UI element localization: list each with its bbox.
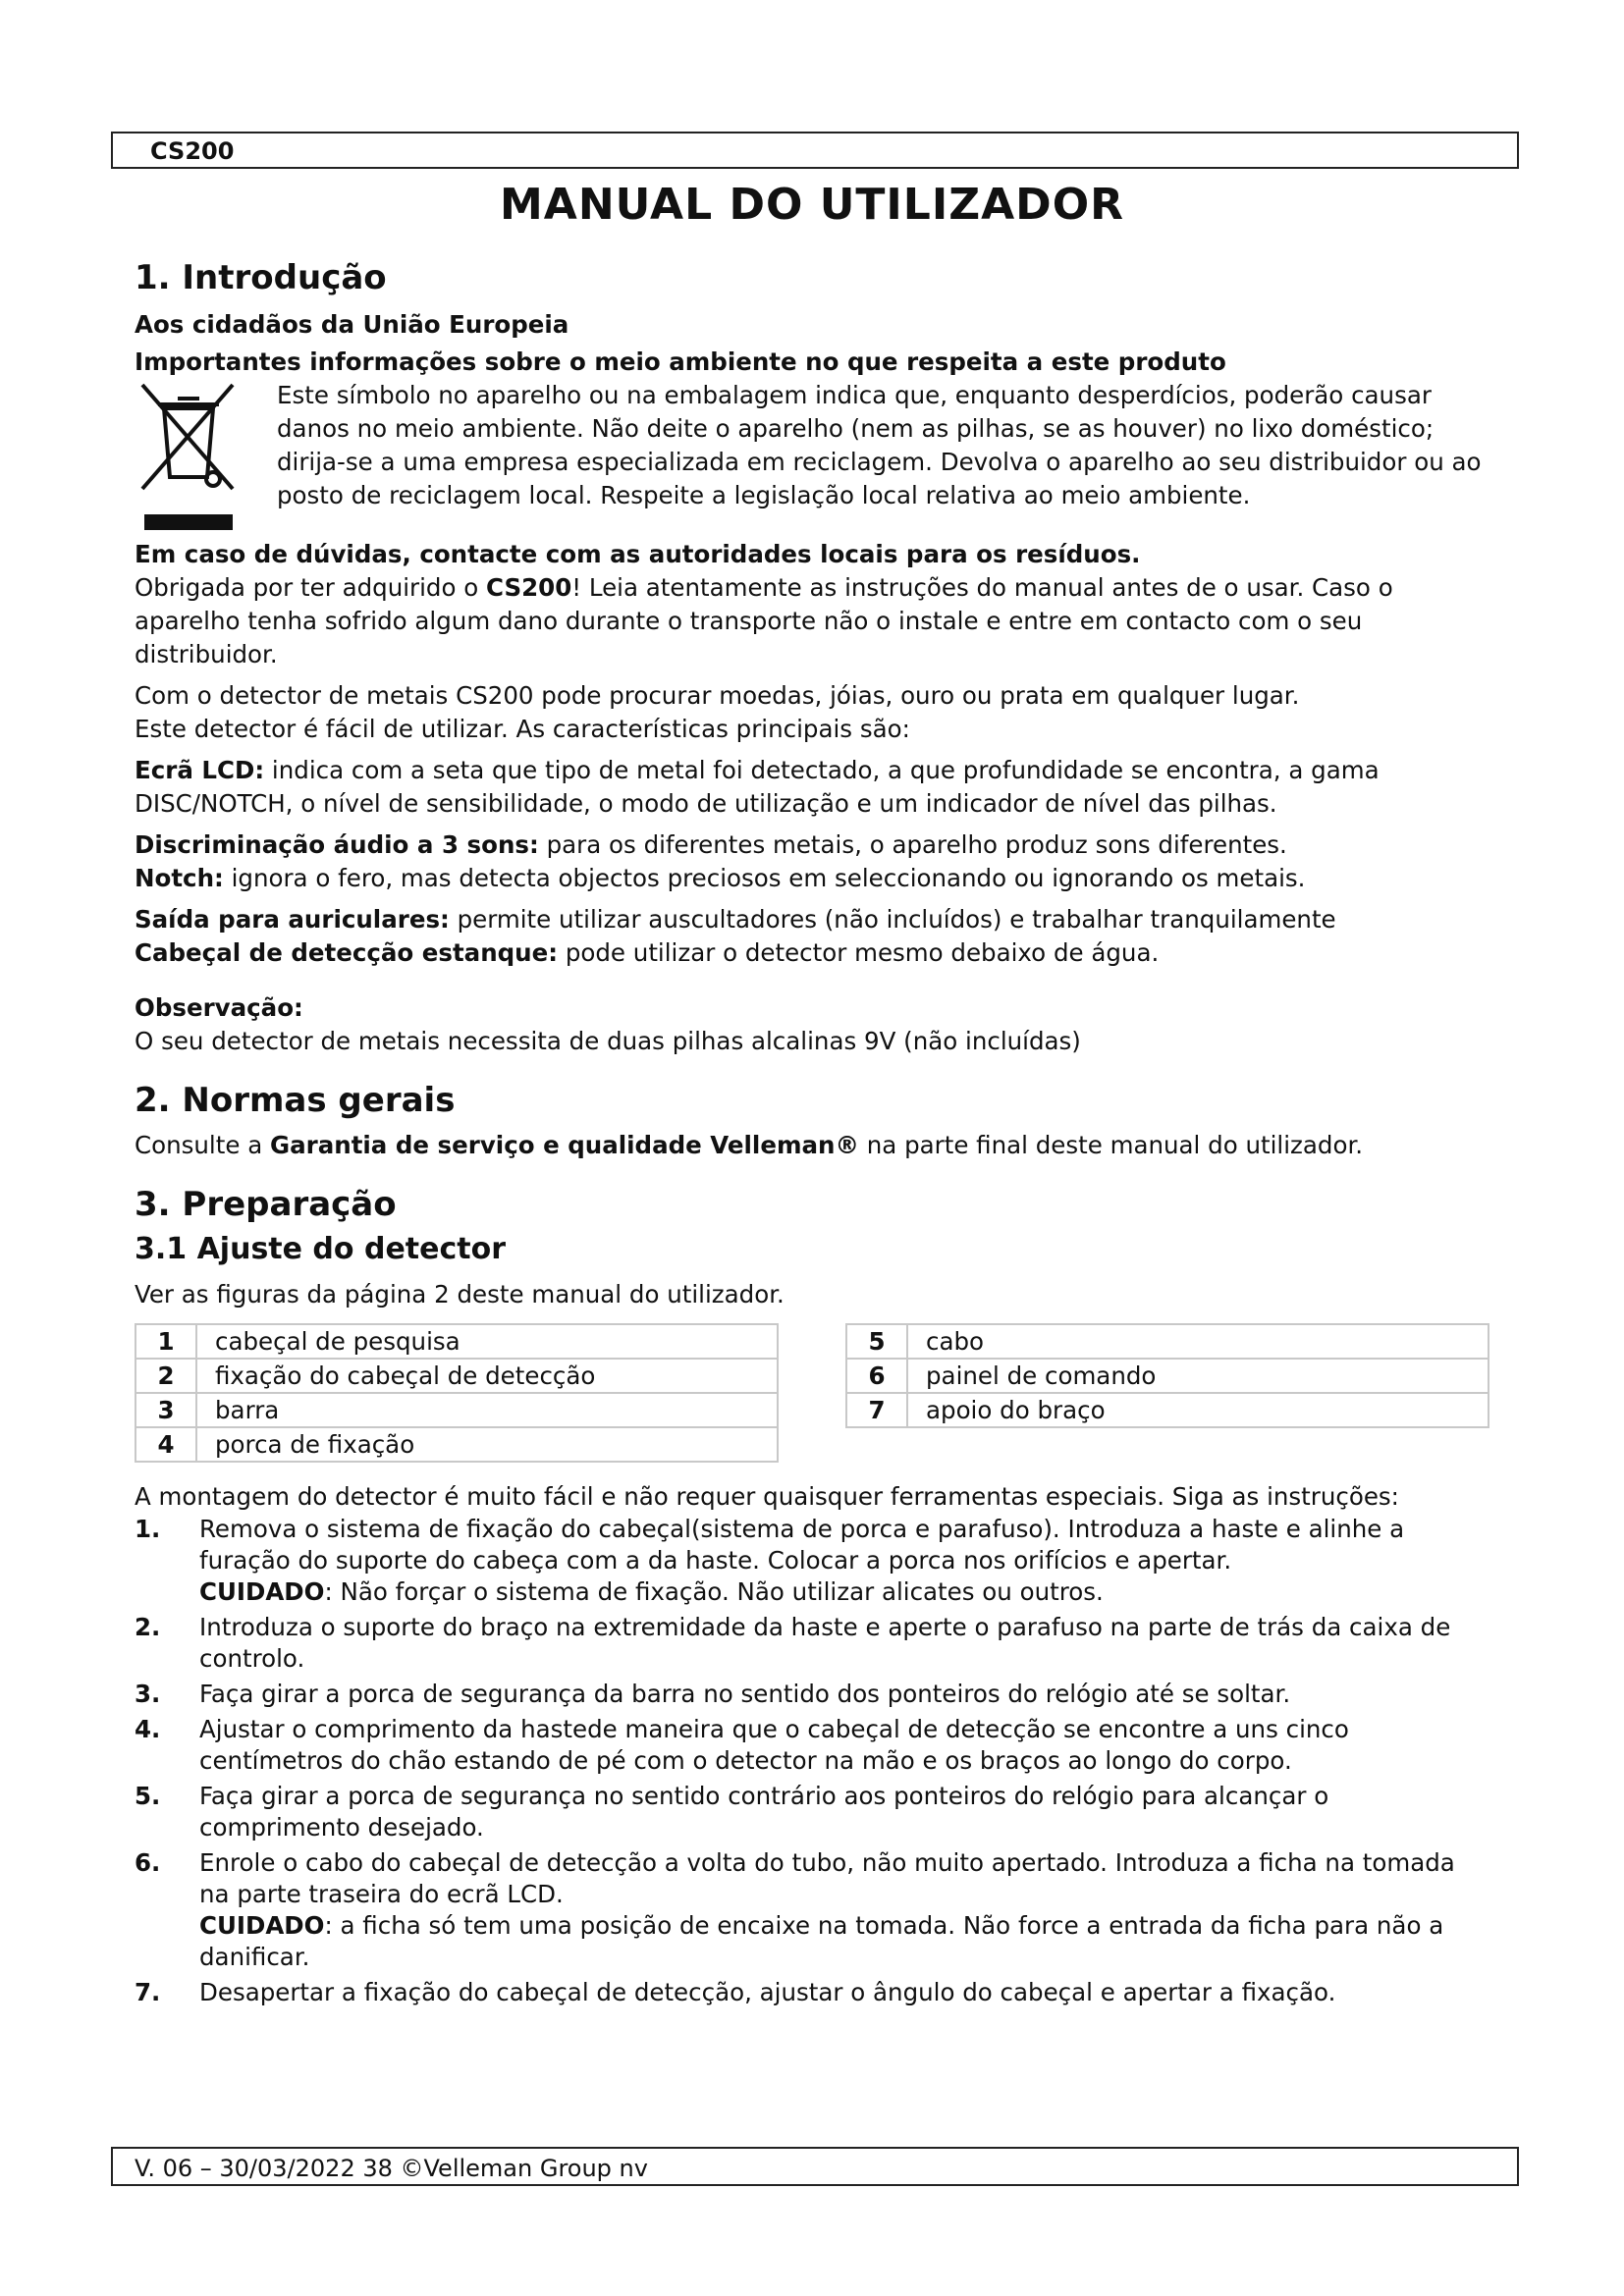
- part-number: 5: [846, 1324, 907, 1359]
- section-2-heading: 2. Normas gerais: [135, 1081, 456, 1120]
- feature-text: permite utilizar auscultadores (não incluídos) e trabalhar tranquilamente: [449, 905, 1336, 934]
- eu-heading: Aos cidadãos da União Europeia: [135, 310, 569, 339]
- table-row: [135, 1359, 778, 1393]
- feature-audio: [135, 828, 1489, 862]
- table-row: [135, 1393, 778, 1427]
- note-text: O seu detector de metais necessita de duas pilhas alcalinas 9V (não incluídas): [135, 1027, 1081, 1055]
- part-number: 1: [135, 1324, 196, 1359]
- caution-label: CUIDADO: [199, 1577, 325, 1606]
- detector-p2: Este detector é fácil de utilizar. As características principais são:: [135, 715, 910, 743]
- step-body: [199, 1847, 1489, 1973]
- thanks-model: CS200: [486, 573, 572, 602]
- step-number: 6.: [135, 1848, 161, 1877]
- s2-post: na parte final deste manual do utilizador.: [858, 1131, 1364, 1159]
- s2-pre: Consulte a: [135, 1131, 270, 1159]
- feature-text: ignora o fero, mas detecta objectos preciosos em seleccionando ou ignorando os metais.: [223, 864, 1306, 892]
- feature-label: Discriminação áudio a 3 sons:: [135, 830, 539, 859]
- env-heading: Importantes informações sobre o meio ambiente no que respeita a este produto: [135, 347, 1226, 376]
- part-number: 3: [135, 1393, 196, 1427]
- content: [135, 257, 1489, 2012]
- caution-text: : Não forçar o sistema de fixação. Não utilizar alicates ou outros.: [324, 1577, 1104, 1606]
- table-row: [846, 1324, 1489, 1359]
- thanks-paragraph: [135, 571, 1489, 671]
- section-1-heading: 1. Introdução: [135, 258, 387, 297]
- feature-headphones: [135, 903, 1489, 936]
- step-text: Faça girar a porca de segurança da barra no sentido dos ponteiros do relógio até se soltar.: [199, 1680, 1291, 1708]
- parts-table-left: [135, 1323, 779, 1463]
- part-number: 7: [846, 1393, 907, 1427]
- step-number: 2.: [135, 1613, 161, 1641]
- header-box: [111, 132, 1519, 169]
- part-number: 6: [846, 1359, 907, 1393]
- parts-table-right: [845, 1323, 1489, 1428]
- part-label: cabo: [907, 1324, 1489, 1359]
- page-title: MANUAL DO UTILIZADOR: [500, 180, 1124, 230]
- step-number: 1.: [135, 1515, 161, 1543]
- part-label: porca de fixação: [196, 1427, 778, 1462]
- list-item: [135, 1514, 1489, 1608]
- part-label: painel de comando: [907, 1359, 1489, 1393]
- caution-text: : a ficha só tem uma posição de encaixe na tomada. Não force a entrada da ficha para não a danificar.: [199, 1911, 1444, 1971]
- part-label: apoio do braço: [907, 1393, 1489, 1427]
- feature-label: Notch:: [135, 864, 224, 892]
- assembly-intro: A montagem do detector é muito fácil e não requer quaisquer ferramentas especiais. Siga as instruções:: [135, 1482, 1399, 1511]
- footer-text: V. 06 – 30/03/2022 38 ©Velleman Group nv: [135, 2155, 648, 2182]
- feature-notch: [135, 862, 1489, 895]
- detector-p1: Com o detector de metais CS200 pode procurar moedas, jóias, ouro ou prata em qualquer lugar.: [135, 681, 1300, 710]
- feature-waterproof: [135, 936, 1489, 970]
- model-label: CS200: [150, 137, 235, 165]
- step-text: Enrole o cabo do cabeçal de detecção a volta do tubo, não muito apertado. Introduza a ficha na tomada na parte traseira do ecrã LCD.: [199, 1848, 1455, 1908]
- doubts-text: Em caso de dúvidas, contacte com as autoridades locais para os resíduos.: [135, 540, 1141, 568]
- feature-text: pode utilizar o detector mesmo debaixo de água.: [558, 938, 1160, 967]
- step-number: 3.: [135, 1680, 161, 1708]
- part-number: 2: [135, 1359, 196, 1393]
- note-label: Observação:: [135, 993, 303, 1022]
- table-row: [846, 1359, 1489, 1393]
- table-row: [846, 1393, 1489, 1427]
- step-body: [199, 1514, 1489, 1608]
- step-text: Faça girar a porca de segurança no sentido contrário aos ponteiros do relógio para alcançar o comprimento desejado.: [199, 1782, 1329, 1842]
- list-item: [135, 1714, 1489, 1777]
- section-2-text: [135, 1129, 1489, 1162]
- table-row: [135, 1427, 778, 1462]
- part-label: cabeçal de pesquisa: [196, 1324, 778, 1359]
- assembly-steps: [135, 1514, 1489, 2008]
- step-number: 4.: [135, 1715, 161, 1743]
- step-text: Desapertar a fixação do cabeçal de detecção, ajustar o ângulo do cabeçal e apertar a fixação.: [199, 1978, 1336, 2006]
- feature-text: para os diferentes metais, o aparelho produz sons diferentes.: [538, 830, 1287, 859]
- part-label: fixação do cabeçal de detecção: [196, 1359, 778, 1393]
- wheelie-bin-crossed-icon: [135, 379, 277, 546]
- list-item: [135, 1612, 1489, 1675]
- section-3-1-heading: 3.1 Ajuste do detector: [135, 1232, 507, 1266]
- thanks-pre: Obrigada por ter adquirido o: [135, 573, 487, 602]
- feature-label: Saída para auriculares:: [135, 905, 450, 934]
- weee-text: Este símbolo no aparelho ou na embalagem indica que, enquanto desperdícios, poderão causar danos no meio ambiente. Não deite o aparelho (nem as pilhas, se as houver) no lixo doméstico; dirija-se a uma empresa especializada em reciclagem. Devolva o aparelho ao seu distribuidor ou ao posto de reciclagem local. Respeite a legislação local relativa ao meio ambiente.: [277, 381, 1482, 509]
- list-item: [135, 1781, 1489, 1843]
- caution-label: CUIDADO: [199, 1911, 325, 1940]
- feature-text: indica com a seta que tipo de metal foi detectado, a que profundidade se encontra, a gama DISC/NOTCH, o nível de sensibilidade, o modo de utilização e um indicador de nível das pilhas.: [135, 756, 1380, 818]
- step-number: 5.: [135, 1782, 161, 1810]
- step-text: Ajustar o comprimento da hastede maneira que o cabeçal de detecção se encontre a uns cinco centímetros do chão estando de pé com o detector na mão e os braços ao longo do corpo.: [199, 1715, 1349, 1775]
- part-label: barra: [196, 1393, 778, 1427]
- parts-tables: [135, 1323, 1489, 1463]
- table-row: [135, 1324, 778, 1359]
- list-item: [135, 1847, 1489, 1973]
- step-number: 7.: [135, 1978, 161, 2006]
- s2-bold: Garantia de serviço e qualidade Velleman®: [270, 1131, 859, 1159]
- step-text: Introduza o suporte do braço na extremidade da haste e aperte o parafuso na parte de trás da caixa de controlo.: [199, 1613, 1451, 1673]
- part-number: 4: [135, 1427, 196, 1462]
- list-item: [135, 1977, 1489, 2008]
- step-text: Remova o sistema de fixação do cabeçal(sistema de porca e parafuso). Introduza a haste e alinhe a furação do suporte do cabeça com a da haste. Colocar a porca nos orifícios e apertar.: [199, 1515, 1405, 1575]
- feature-label: Ecrã LCD:: [135, 756, 265, 784]
- feature-label: Cabeçal de detecção estanque:: [135, 938, 559, 967]
- section-3-heading: 3. Preparação: [135, 1185, 397, 1224]
- thanks-post: ! Leia atentamente as instruções do manual antes de o usar. Caso o aparelho tenha sofrido algum dano durante o transporte não o instale e entre em contacto com o seu distribuidor.: [135, 573, 1393, 668]
- feature-lcd: [135, 754, 1489, 821]
- list-item: [135, 1679, 1489, 1710]
- footer-box: [111, 2147, 1519, 2186]
- section-3-intro: Ver as figuras da página 2 deste manual do utilizador.: [135, 1280, 785, 1308]
- weee-block: [135, 379, 1489, 546]
